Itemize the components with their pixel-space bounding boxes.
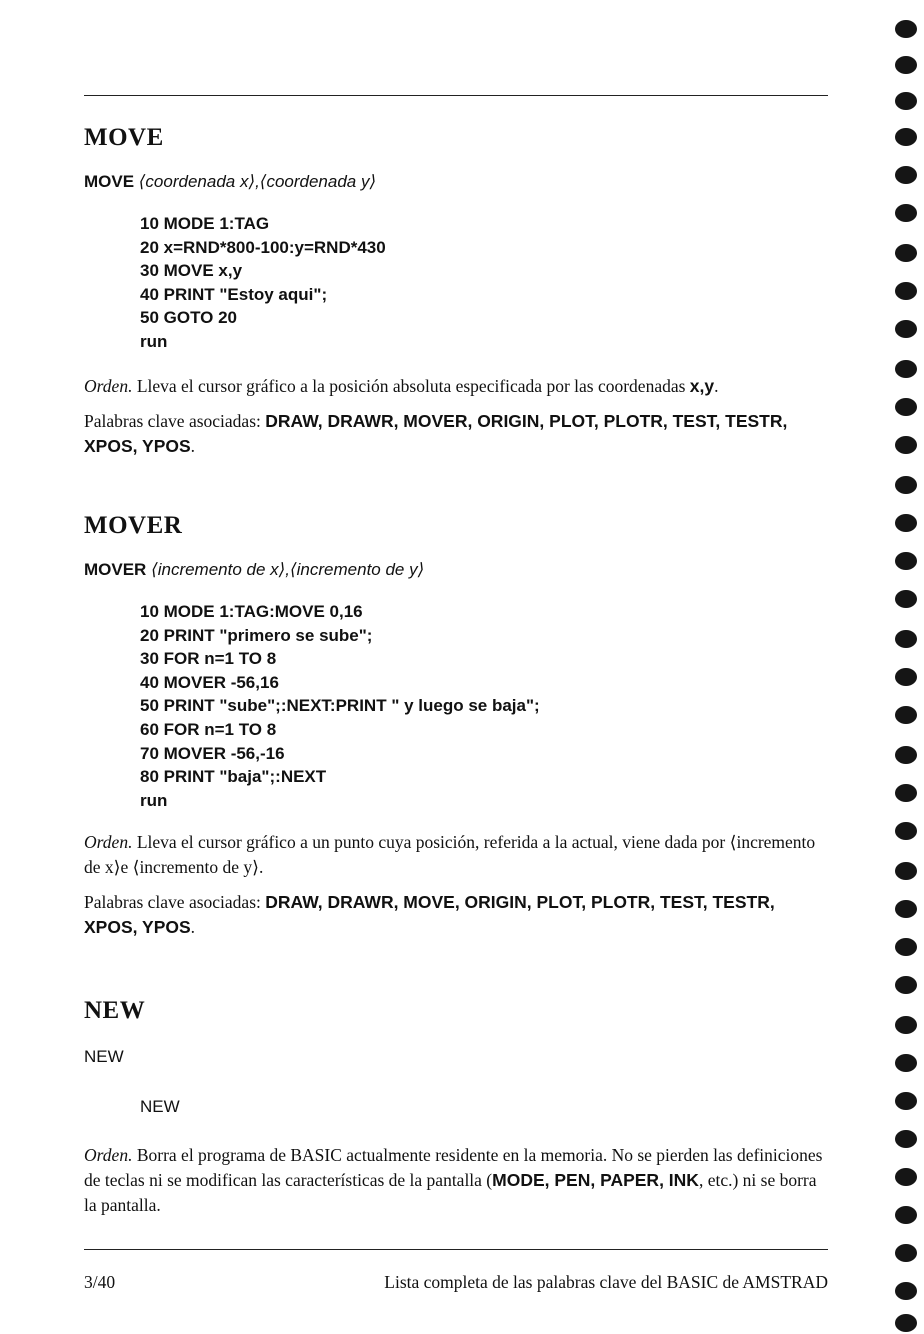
binder-hole-icon — [895, 244, 917, 262]
syntax-line — [84, 172, 828, 192]
description-label: Orden. — [84, 832, 133, 853]
binder-hole-icon — [895, 590, 917, 608]
code-line: 60 FOR n=1 TO 8 — [140, 719, 277, 739]
footer-title: Lista completa de las palabras clave del BASIC de AMSTRAD — [384, 1272, 828, 1292]
binder-hole-icon — [895, 92, 917, 110]
binder-hole-icon — [895, 476, 917, 494]
top-rule — [84, 95, 828, 96]
binder-hole-icon — [895, 938, 917, 956]
entry-heading: MOVE — [84, 124, 164, 151]
description-text: Borra el programa de BASIC actualmente residente en la memoria. No se pierden las definiciones de teclas ni se modifican las características de la pantalla ( — [84, 1144, 823, 1190]
code-line: run — [140, 790, 168, 810]
code-line: 40 MOVER -56,16 — [140, 672, 279, 692]
binder-hole-icon — [895, 436, 917, 454]
code-line: 80 PRINT "baja";:NEXT — [140, 767, 327, 787]
code-line: 40 PRINT "Estoy aqui"; — [140, 284, 328, 304]
binder-hole-icon — [895, 746, 917, 764]
code-line: 10 MODE 1:TAG — [140, 214, 270, 233]
binder-hole-icon — [895, 1016, 917, 1034]
binder-hole-icon — [895, 668, 917, 686]
code-line: 70 MOVER -56,-16 — [140, 743, 285, 763]
binder-hole-icon — [895, 514, 917, 532]
code-line: run — [140, 331, 168, 351]
description — [84, 1143, 828, 1218]
code-line: 10 MODE 1:TAG:MOVE 0,16 — [140, 602, 363, 621]
syntax-args: ⟨incremento de x⟩,⟨incremento de y⟩ — [151, 560, 425, 579]
binder-hole-icon — [895, 398, 917, 416]
related-keywords — [84, 409, 828, 459]
binder-hole-icon — [895, 20, 917, 38]
binder-hole-icon — [895, 128, 917, 146]
binder-hole-icon — [895, 1130, 917, 1148]
binder-hole-icon — [895, 1282, 917, 1300]
binder-hole-icon — [895, 706, 917, 724]
binder-hole-icon — [895, 900, 917, 918]
syntax-keyword: NEW — [84, 1047, 124, 1066]
binder-hole-icon — [895, 56, 917, 74]
code-example — [140, 1095, 828, 1119]
binder-holes — [895, 0, 924, 1334]
related-end: . — [190, 435, 196, 456]
description-label: Orden. — [84, 1144, 133, 1165]
description — [84, 830, 828, 880]
related-intro: Palabras clave asociadas: — [84, 410, 266, 431]
description-keyword: x,y — [689, 375, 715, 396]
related-list: DRAW, DRAWR, MOVER, ORIGIN, PLOT, PLOTR, TEST, TESTR, XPOS, YPOS — [84, 410, 788, 456]
code-line: 20 PRINT "primero se sube"; — [140, 625, 373, 645]
code-line: 30 MOVE x,y — [140, 261, 243, 281]
description-label: Orden. — [84, 375, 133, 396]
binder-hole-icon — [895, 1092, 917, 1110]
binder-hole-icon — [895, 282, 917, 300]
binder-hole-icon — [895, 1168, 917, 1186]
description-text: Lleva el cursor gráfico a la posición absoluta especificada por las coordenadas — [132, 375, 690, 396]
description — [84, 374, 828, 399]
code-line: 30 FOR n=1 TO 8 — [140, 649, 277, 669]
code-line: 20 x=RND*800-100:y=RND*430 — [140, 237, 386, 257]
binder-hole-icon — [895, 1244, 917, 1262]
binder-hole-icon — [895, 204, 917, 222]
binder-hole-icon — [895, 822, 917, 840]
description-end: . — [714, 375, 719, 396]
related-end: . — [190, 917, 196, 938]
entry-move — [84, 124, 828, 459]
binder-hole-icon — [895, 166, 917, 184]
related-list: DRAW, DRAWR, MOVE, ORIGIN, PLOT, PLOTR, TEST, TESTR, XPOS, YPOS — [84, 892, 775, 938]
code-line: NEW — [140, 1097, 180, 1116]
related-keywords — [84, 890, 828, 940]
syntax-line — [84, 1047, 828, 1067]
code-example — [140, 600, 828, 812]
code-example — [140, 212, 828, 354]
binder-hole-icon — [895, 1054, 917, 1072]
syntax-keyword: MOVE — [84, 172, 135, 191]
binder-hole-icon — [895, 552, 917, 570]
syntax-line — [84, 560, 828, 580]
entry-mover — [84, 512, 828, 940]
syntax-keyword: MOVER — [84, 560, 147, 579]
entry-heading: MOVER — [84, 512, 183, 539]
code-line: 50 PRINT "sube";:NEXT:PRINT " y luego se baja"; — [140, 696, 540, 716]
binder-hole-icon — [895, 630, 917, 648]
binder-hole-icon — [895, 320, 917, 338]
binder-hole-icon — [895, 976, 917, 994]
binder-hole-icon — [895, 784, 917, 802]
description-end: , etc.) ni se borra la pantalla. — [84, 1169, 817, 1215]
binder-hole-icon — [895, 360, 917, 378]
description-text: Lleva el cursor gráfico a un punto cuya posición, referida a la actual, viene dada por ⟨incremento de x⟩e ⟨incremento de y⟩. — [84, 832, 816, 878]
binder-hole-icon — [895, 1314, 917, 1332]
code-line: 50 GOTO 20 — [140, 308, 238, 328]
entry-new — [84, 997, 828, 1218]
related-intro: Palabras clave asociadas: — [84, 892, 266, 913]
entry-heading: NEW — [84, 997, 146, 1024]
description-keywords: MODE, PEN, PAPER, INK — [492, 1169, 699, 1190]
binder-hole-icon — [895, 1206, 917, 1224]
page-number: 3/40 — [84, 1272, 116, 1292]
binder-hole-icon — [895, 862, 917, 880]
bottom-rule — [84, 1249, 828, 1250]
syntax-args: ⟨coordenada x⟩,⟨coordenada y⟩ — [138, 172, 377, 191]
